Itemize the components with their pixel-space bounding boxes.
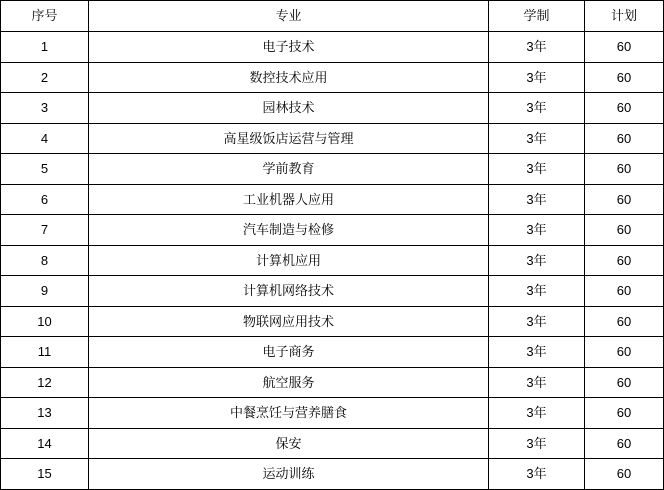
table-header-row <box>1 1 664 32</box>
table-row <box>1 337 664 368</box>
cell-plan: 60 <box>585 367 664 398</box>
cell-plan: 60 <box>585 276 664 307</box>
cell-major: 电子商务 <box>89 337 489 368</box>
cell-major: 航空服务 <box>89 367 489 398</box>
table-row <box>1 245 664 276</box>
cell-plan: 60 <box>585 154 664 185</box>
cell-years: 3年 <box>489 398 585 429</box>
table-row <box>1 215 664 246</box>
cell-no: 12 <box>1 367 89 398</box>
cell-major: 中餐烹饪与营养膳食 <box>89 398 489 429</box>
table-row <box>1 306 664 337</box>
cell-no: 11 <box>1 337 89 368</box>
cell-major: 物联网应用技术 <box>89 306 489 337</box>
column-header-plan: 计划 <box>585 1 664 32</box>
cell-major: 工业机器人应用 <box>89 184 489 215</box>
cell-no: 1 <box>1 32 89 63</box>
cell-major: 计算机应用 <box>89 245 489 276</box>
cell-no: 7 <box>1 215 89 246</box>
cell-plan: 60 <box>585 337 664 368</box>
cell-years: 3年 <box>489 154 585 185</box>
cell-plan: 60 <box>585 459 664 490</box>
cell-plan: 60 <box>585 428 664 459</box>
cell-major: 汽车制造与检修 <box>89 215 489 246</box>
cell-plan: 60 <box>585 123 664 154</box>
cell-major: 园林技术 <box>89 93 489 124</box>
cell-years: 3年 <box>489 306 585 337</box>
table-row <box>1 184 664 215</box>
table-row <box>1 62 664 93</box>
cell-years: 3年 <box>489 93 585 124</box>
cell-years: 3年 <box>489 367 585 398</box>
cell-plan: 60 <box>585 306 664 337</box>
cell-major: 学前教育 <box>89 154 489 185</box>
column-header-no: 序号 <box>1 1 89 32</box>
cell-no: 6 <box>1 184 89 215</box>
cell-major: 保安 <box>89 428 489 459</box>
table-row <box>1 398 664 429</box>
table-row <box>1 32 664 63</box>
table-row <box>1 276 664 307</box>
cell-no: 5 <box>1 154 89 185</box>
cell-no: 15 <box>1 459 89 490</box>
cell-major: 数控技术应用 <box>89 62 489 93</box>
cell-no: 8 <box>1 245 89 276</box>
cell-no: 9 <box>1 276 89 307</box>
cell-plan: 60 <box>585 93 664 124</box>
cell-years: 3年 <box>489 428 585 459</box>
cell-years: 3年 <box>489 459 585 490</box>
cell-no: 14 <box>1 428 89 459</box>
cell-plan: 60 <box>585 32 664 63</box>
cell-plan: 60 <box>585 398 664 429</box>
cell-plan: 60 <box>585 215 664 246</box>
cell-major: 电子技术 <box>89 32 489 63</box>
cell-plan: 60 <box>585 62 664 93</box>
column-header-major: 专业 <box>89 1 489 32</box>
cell-major: 高星级饭店运营与管理 <box>89 123 489 154</box>
cell-plan: 60 <box>585 245 664 276</box>
cell-plan: 60 <box>585 184 664 215</box>
table-body <box>1 32 664 490</box>
cell-no: 4 <box>1 123 89 154</box>
table-row <box>1 123 664 154</box>
cell-years: 3年 <box>489 337 585 368</box>
table-header <box>1 1 664 32</box>
cell-major: 计算机网络技术 <box>89 276 489 307</box>
cell-major: 运动训练 <box>89 459 489 490</box>
cell-no: 13 <box>1 398 89 429</box>
cell-years: 3年 <box>489 215 585 246</box>
table-row <box>1 428 664 459</box>
cell-years: 3年 <box>489 184 585 215</box>
cell-years: 3年 <box>489 245 585 276</box>
column-header-years: 学制 <box>489 1 585 32</box>
cell-no: 2 <box>1 62 89 93</box>
cell-no: 10 <box>1 306 89 337</box>
table-row <box>1 459 664 490</box>
cell-years: 3年 <box>489 123 585 154</box>
table-row <box>1 367 664 398</box>
cell-no: 3 <box>1 93 89 124</box>
table-row <box>1 154 664 185</box>
cell-years: 3年 <box>489 276 585 307</box>
table-row <box>1 93 664 124</box>
cell-years: 3年 <box>489 62 585 93</box>
cell-years: 3年 <box>489 32 585 63</box>
